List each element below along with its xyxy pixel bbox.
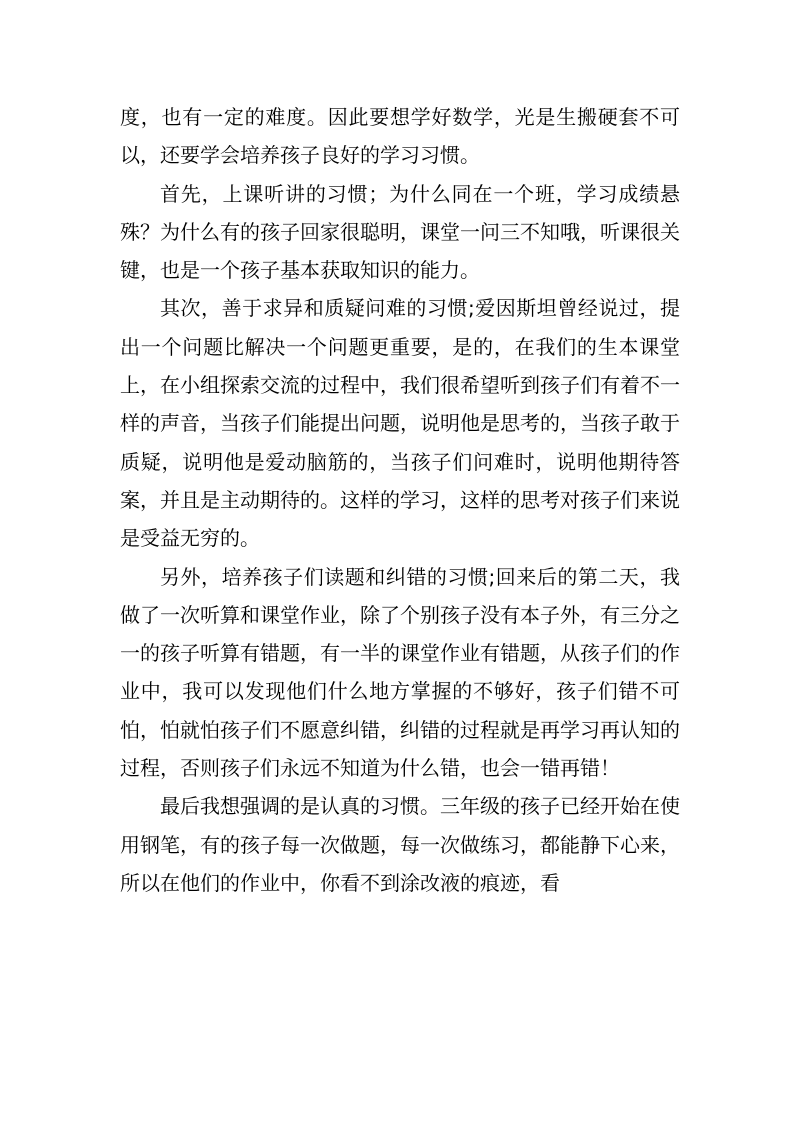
paragraph-5: 最后我想强调的是认真的习惯。三年级的孩子已经开始在使用钢笔，有的孩子每一次做题，每一次做练习，都能静下心来，所以在他们的作业中，你看不到涂改液的痕迹，看	[120, 794, 680, 895]
paragraph-4: 另外，培养孩子们读题和纠错的习惯;回来后的第二天，我做了一次听算和课堂作业，除了个别孩子没有本子外，有三分之一的孩子听算有错题，有一半的课堂作业有错题，从孩子们的作业中，我可以发现他们什么地方掌握的不够好，孩子们错不可怕，怕就怕孩子们不愿意纠错，纠错的过程就是再学习再认知的过程，否则孩子们永远不知道为什么错，也会一错再错！	[120, 564, 680, 781]
paragraph-1: 度，也有一定的难度。因此要想学好数学，光是生搬硬套不可以，还要学会培养孩子良好的学习习惯。	[120, 105, 680, 168]
paragraph-3: 其次，善于求异和质疑问难的习惯;爱因斯坦曾经说过，提出一个问题比解决一个问题更重要，是的，在我们的生本课堂上，在小组探索交流的过程中，我们很希望听到孩子们有着不一样的声音，当孩子们能提出问题，说明他是思考的，当孩子敢于质疑，说明他是爱动脑筋的，当孩子们问难时，说明他期待答案，并且是主动期待的。这样的学习，这样的思考对孩子们来说是受益无穷的。	[120, 296, 680, 551]
paragraph-2: 首先，上课听讲的习惯；为什么同在一个班，学习成绩悬殊？为什么有的孩子回家很聪明，课堂一问三不知哦，听课很关键，也是一个孩子基本获取知识的能力。	[120, 181, 680, 283]
document-body	[120, 98, 680, 902]
